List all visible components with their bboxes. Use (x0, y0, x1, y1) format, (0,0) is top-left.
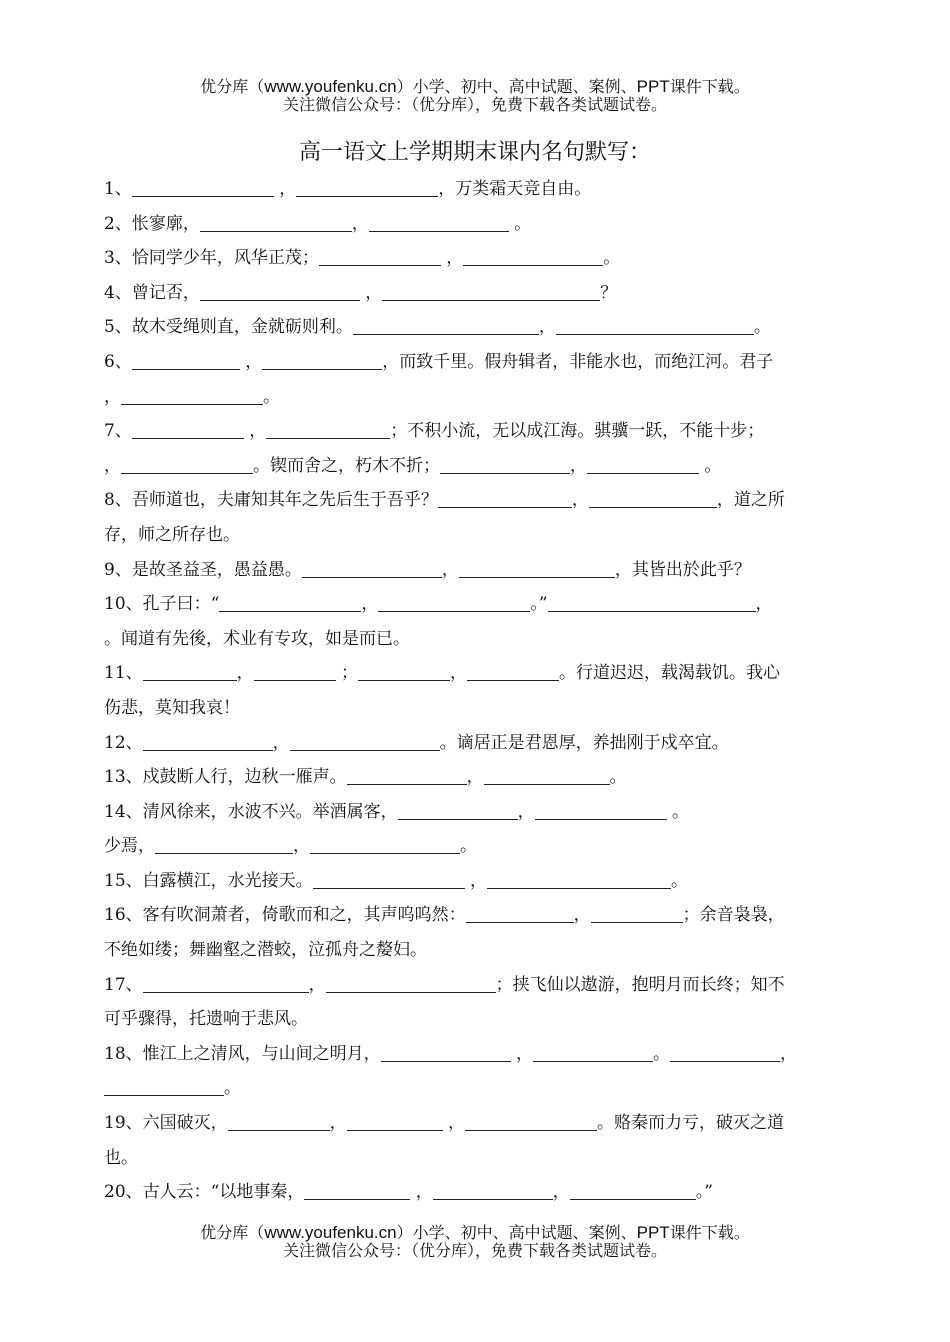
answer-blank[interactable] (200, 281, 360, 301)
answer-blank[interactable] (326, 973, 496, 993)
exercise-line: 5、故木受绳则直，金就砺则利。 ， 。 (104, 317, 771, 338)
answer-blank[interactable] (535, 800, 667, 820)
exercise-line: 20、古人云：“以地事秦， ， ， 。” (104, 1182, 713, 1203)
answer-blank[interactable] (548, 592, 756, 612)
answer-blank[interactable] (556, 315, 754, 335)
answer-blank[interactable] (459, 558, 615, 578)
answer-blank[interactable] (438, 488, 572, 508)
answer-blank[interactable] (589, 488, 717, 508)
header-text-pre: 优分库（ (200, 77, 265, 96)
answer-blank[interactable] (143, 973, 309, 993)
answer-blank[interactable] (143, 731, 273, 751)
answer-blank[interactable] (382, 281, 600, 301)
answer-blank[interactable] (433, 1180, 553, 1200)
answer-blank[interactable] (487, 869, 671, 889)
exercise-line: 10、孔子曰：“ ， 。” ， (104, 594, 773, 615)
exercise-line: ， 。锲而舍之，朽木不折； ， 。 (104, 455, 722, 476)
answer-blank[interactable] (132, 177, 274, 197)
exercise-line: 少焉， ， 。 (104, 836, 477, 857)
ppt-text: PPT (636, 1223, 670, 1242)
exercise-line: 14、清风徐来，水波不兴。举酒属客， ， 。 (104, 801, 690, 822)
header-line-1 (0, 78, 950, 96)
site-url: www.youfenku.cn (264, 77, 397, 96)
exercise-line: 12、 ， 。谪居正是君恩厚，养拙刚于戍卒宜。 (104, 732, 729, 753)
exercise-line: 也。 (104, 1147, 138, 1168)
exercise-line: 存，师之所存也。 (104, 524, 240, 545)
exercise-line: 可乎骤得，托遗响于悲风。 (104, 1009, 308, 1030)
exercise-line: 2、怅寥廓， ， 。 (104, 213, 532, 234)
answer-blank[interactable] (353, 315, 539, 335)
answer-blank[interactable] (465, 1111, 597, 1131)
ppt-text: PPT (636, 77, 670, 96)
answer-blank[interactable] (319, 246, 441, 266)
answer-blank[interactable] (381, 1042, 511, 1062)
answer-blank[interactable] (200, 212, 352, 232)
exercise-line: 。 (104, 1071, 850, 1106)
exercise-line: 16、客有吹洞萧者，倚歌而和之，其声呜呜然： ， ；余音袅袅， (104, 905, 785, 926)
answer-blank[interactable] (302, 558, 442, 578)
answer-blank[interactable] (467, 661, 559, 681)
answer-blank[interactable] (398, 800, 518, 820)
answer-blank[interactable] (104, 1076, 224, 1096)
answer-blank[interactable] (266, 419, 390, 439)
answer-blank[interactable] (369, 212, 509, 232)
exercise-line: 3、恰同学少年，风华正茂； ， 。 (104, 248, 621, 269)
exercise-line: 8、吾师道也，夫庸知其年之先后生于吾乎？ ， ，道之所 (104, 490, 785, 511)
answer-blank[interactable] (132, 350, 240, 370)
header-line-2: 关注微信公众号：（优分库），免费下载各类试题试卷。 (282, 95, 667, 114)
answer-blank[interactable] (347, 765, 467, 785)
answer-blank[interactable] (463, 246, 603, 266)
page-title: 高一语文上学期期末课内名句默写： (298, 140, 651, 165)
answer-blank[interactable] (254, 661, 336, 681)
exercise-line: ， 。 (104, 386, 280, 407)
answer-blank[interactable] (310, 834, 460, 854)
answer-blank[interactable] (143, 661, 237, 681)
exercise-line: 6、 ， ，而致千里。假舟辑者，非能水也，而绝江河。君子 (104, 351, 774, 372)
exercise-line: 1、 ， ，万类霜天竞自由。 (104, 179, 592, 199)
exercise-line: 伤悲，莫知我哀！ (104, 697, 240, 718)
answer-blank[interactable] (440, 454, 570, 474)
header-text-post: 课件下载。 (669, 77, 750, 96)
answer-blank[interactable] (587, 454, 699, 474)
answer-blank[interactable] (378, 592, 530, 612)
exercise-line: 4、曾记否， ， ？ (104, 282, 618, 303)
answer-blank[interactable] (228, 1111, 330, 1131)
answer-blank[interactable] (219, 592, 361, 612)
answer-blank[interactable] (466, 903, 574, 923)
answer-blank[interactable] (670, 1042, 780, 1062)
site-url: www.youfenku.cn (264, 1223, 397, 1242)
exercise-list (104, 172, 850, 1210)
answer-blank[interactable] (155, 834, 293, 854)
footer (0, 1224, 950, 1260)
exercise-line: 7、 ， ；不积小流，无以成江海。骐骥一跃，不能十步； (104, 421, 765, 442)
answer-blank[interactable] (591, 903, 683, 923)
answer-blank[interactable] (132, 419, 244, 439)
exercise-line: 11、 ， ； ， 。行道迟迟，载渴载饥。我心 (104, 663, 781, 684)
answer-blank[interactable] (358, 661, 450, 681)
exercise-line: 13、戍鼓断人行，边秋一雁声。 ， 。 (104, 767, 627, 788)
exercise-line: 15、白露横江，水光接天。 ， 。 (104, 870, 689, 891)
answer-blank[interactable] (313, 869, 465, 889)
answer-blank[interactable] (290, 731, 440, 751)
exercise-line: 19、六国破灭， ， ， 。赂秦而力亏，破灭之道 (104, 1113, 785, 1134)
answer-blank[interactable] (484, 765, 610, 785)
header-top (0, 78, 950, 114)
answer-blank[interactable] (304, 1180, 410, 1200)
answer-blank[interactable] (347, 1111, 443, 1131)
exercise-line: 9、是故圣益圣，愚益愚。 ， ，其皆出於此乎？ (104, 559, 751, 580)
answer-blank[interactable] (570, 1180, 696, 1200)
exercise-line: 。闻道有先後，术业有专攻，如是而已。 (104, 628, 410, 649)
footer-line-2: 关注微信公众号：（优分库），免费下载各类试题试卷。 (282, 1241, 667, 1260)
answer-blank[interactable] (121, 385, 263, 405)
answer-blank[interactable] (533, 1042, 653, 1062)
exercise-line: 18、惟江上之清风，与山间之明月， ， 。 ， (104, 1043, 798, 1064)
header-text-mid: ）小学、初中、高中试题、案例、 (396, 77, 637, 96)
answer-blank[interactable] (296, 177, 438, 197)
answer-blank[interactable] (121, 454, 253, 474)
answer-blank[interactable] (262, 350, 382, 370)
exercise-line: 17、 ， ；挟飞仙以遨游，抱明月而长终；知不 (104, 974, 785, 995)
exercise-line: 不绝如缕；舞幽壑之潜蛟，泣孤舟之嫠妇。 (104, 940, 427, 961)
footer-line-1: 优分库（www.youfenku.cn）小学、初中、高中试题、案例、PPT课件下载。 (200, 1223, 750, 1242)
